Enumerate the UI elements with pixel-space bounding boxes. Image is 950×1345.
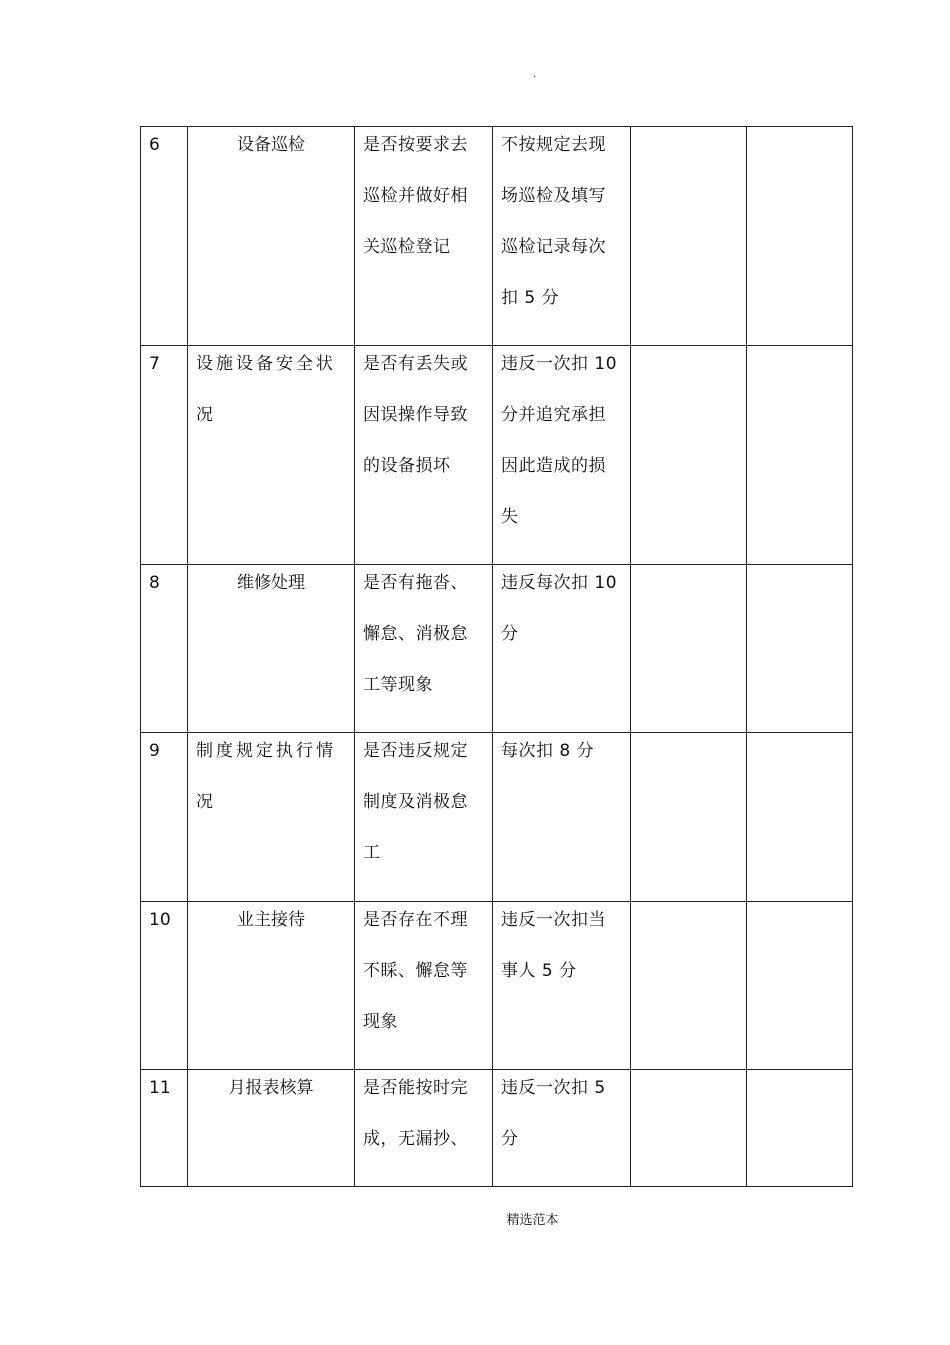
score-cell	[631, 733, 747, 902]
criterion: 是否存在不理不睬、懈怠等现象	[355, 902, 493, 1070]
item-name: 月报表核算	[188, 1070, 355, 1187]
note-cell	[747, 565, 853, 733]
item-name: 设备巡检	[188, 127, 355, 346]
row-number: 9	[141, 733, 188, 902]
note-cell	[747, 346, 853, 565]
note-cell	[747, 127, 853, 346]
score-cell	[631, 902, 747, 1070]
table-row	[141, 1070, 853, 1187]
item-name: 设施设备安全状况	[188, 346, 355, 565]
row-number: 11	[141, 1070, 188, 1187]
score-cell	[631, 565, 747, 733]
table-row	[141, 565, 853, 733]
item-name: 制度规定执行情况	[188, 733, 355, 902]
score-cell	[631, 1070, 747, 1187]
item-name: 业主接待	[188, 902, 355, 1070]
note-cell	[747, 902, 853, 1070]
criterion: 是否有拖沓、懈怠、消极怠工等现象	[355, 565, 493, 733]
deduction-rule: 每次扣 8 分	[493, 733, 631, 902]
deduction-rule: 违反一次扣当事人 5 分	[493, 902, 631, 1070]
item-name: 维修处理	[188, 565, 355, 733]
deduction-rule: 不按规定去现场巡检及填写巡检记录每次扣 5 分	[493, 127, 631, 346]
criterion: 是否能按时完成，无漏抄、	[355, 1070, 493, 1187]
note-cell	[747, 733, 853, 902]
page-footer: 精选范本	[506, 1213, 559, 1228]
row-number: 10	[141, 902, 188, 1070]
row-number: 6	[141, 127, 188, 346]
row-number: 8	[141, 565, 188, 733]
criterion: 是否按要求去巡检并做好相关巡检登记	[355, 127, 493, 346]
assessment-table	[140, 126, 853, 1187]
score-cell	[631, 127, 747, 346]
table-row	[141, 127, 853, 346]
deduction-rule: 违反每次扣 10 分	[493, 565, 631, 733]
top-mark: .	[533, 69, 537, 80]
table-row	[141, 733, 853, 902]
table-row	[141, 346, 853, 565]
criterion: 是否有丢失或因误操作导致的设备损坏	[355, 346, 493, 565]
criterion: 是否违反规定制度及消极怠工	[355, 733, 493, 902]
table-row	[141, 902, 853, 1070]
deduction-rule: 违反一次扣 5 分	[493, 1070, 631, 1187]
score-cell	[631, 346, 747, 565]
row-number: 7	[141, 346, 188, 565]
note-cell	[747, 1070, 853, 1187]
deduction-rule: 违反一次扣 10 分并追究承担因此造成的损失	[493, 346, 631, 565]
